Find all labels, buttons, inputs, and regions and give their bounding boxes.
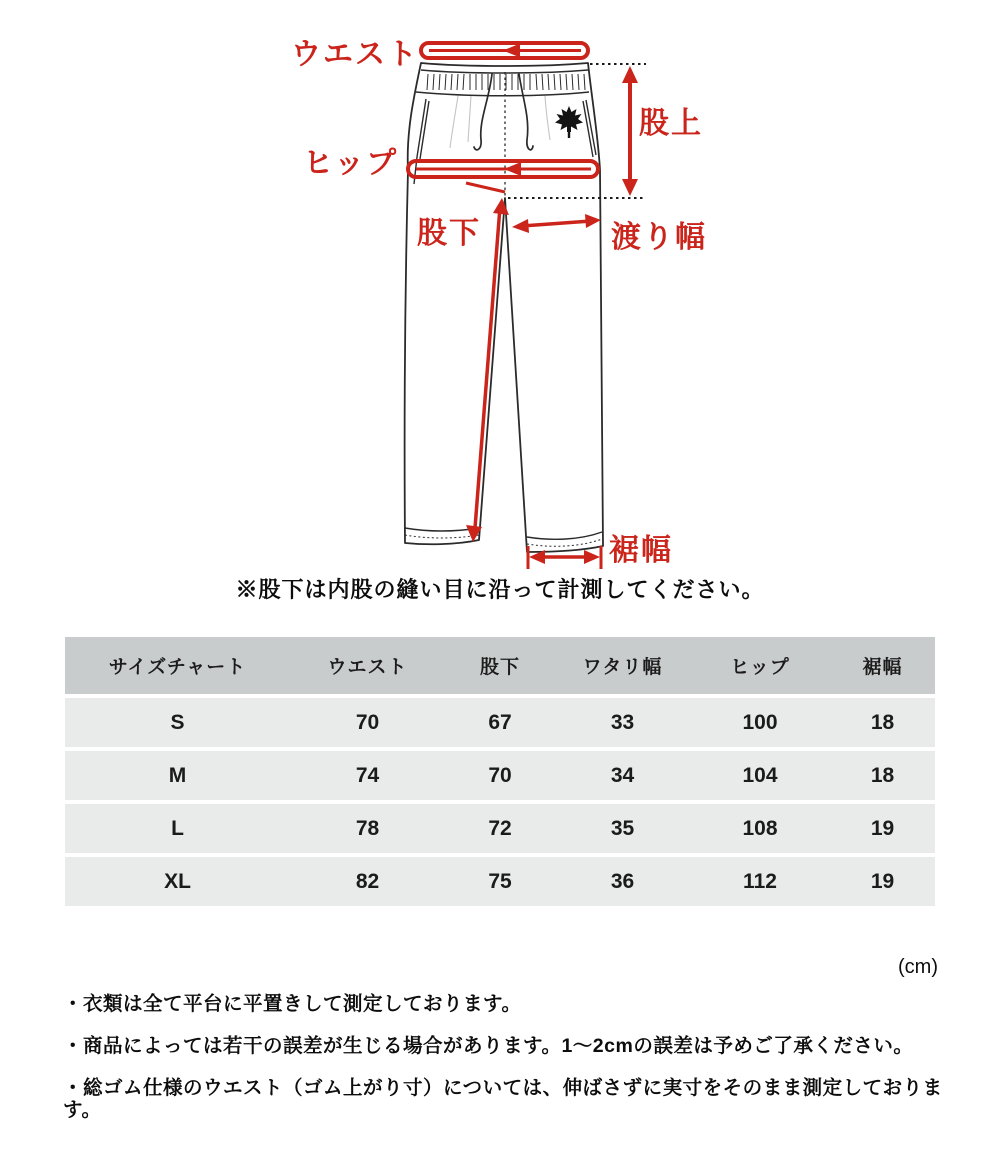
value-cell: 82 [290, 857, 445, 906]
value-cell: 70 [290, 698, 445, 747]
value-cell: 104 [690, 751, 830, 800]
value-cell: 72 [445, 804, 555, 853]
thigh-width-label: 渡り幅 [611, 221, 707, 254]
inseam-label: 股下 [417, 217, 481, 250]
size-cell: L [65, 804, 290, 853]
hip-label: ヒップ [303, 147, 399, 180]
value-cell: 67 [445, 698, 555, 747]
size-cell: XL [65, 857, 290, 906]
value-cell: 33 [555, 698, 690, 747]
table-row-m [65, 751, 935, 800]
footnote: ・商品によっては若干の誤差が生じる場合があります。1〜2cmの誤差は予めご了承ください。 [63, 1035, 914, 1057]
value-cell: 108 [690, 804, 830, 853]
value-cell: 75 [445, 857, 555, 906]
size-table [65, 633, 935, 910]
size-cell: M [65, 751, 290, 800]
value-cell: 112 [690, 857, 830, 906]
size-table-header-row [65, 637, 935, 694]
value-cell: 18 [830, 698, 935, 747]
value-cell: 19 [830, 804, 935, 853]
header-hem-width: 裾幅 [830, 637, 935, 694]
rise-label: 股上 [639, 107, 703, 140]
value-cell: 36 [555, 857, 690, 906]
value-cell: 70 [445, 751, 555, 800]
value-cell: 100 [690, 698, 830, 747]
footnote: ・総ゴム仕様のウエスト（ゴム上がり寸）については、伸ばさずに実寸をそのまま測定しております。 [63, 1077, 943, 1121]
measurement-note: ※股下は内股の縫い目に沿って計測してください。 [235, 577, 765, 602]
size-cell: S [65, 698, 290, 747]
footnote: ・衣類は全て平台に平置きして測定しております。 [63, 993, 522, 1015]
pants-outline [405, 63, 603, 552]
hem-width-label: 裾幅 [609, 534, 673, 567]
value-cell: 19 [830, 857, 935, 906]
value-cell: 18 [830, 751, 935, 800]
value-cell: 78 [290, 804, 445, 853]
value-cell: 74 [290, 751, 445, 800]
value-cell: 34 [555, 751, 690, 800]
footnotes [63, 993, 963, 1141]
waist-label: ウエスト [291, 38, 419, 71]
table-row-s [65, 698, 935, 747]
header-size-chart: サイズチャート [65, 637, 290, 694]
table-row-l [65, 804, 935, 853]
header-hip: ヒップ [690, 637, 830, 694]
unit-label: (cm) [898, 956, 938, 978]
header-waist: ウエスト [290, 637, 445, 694]
table-row-xl [65, 857, 935, 906]
value-cell: 35 [555, 804, 690, 853]
header-inseam: 股下 [445, 637, 555, 694]
header-thigh-width: ワタリ幅 [555, 637, 690, 694]
